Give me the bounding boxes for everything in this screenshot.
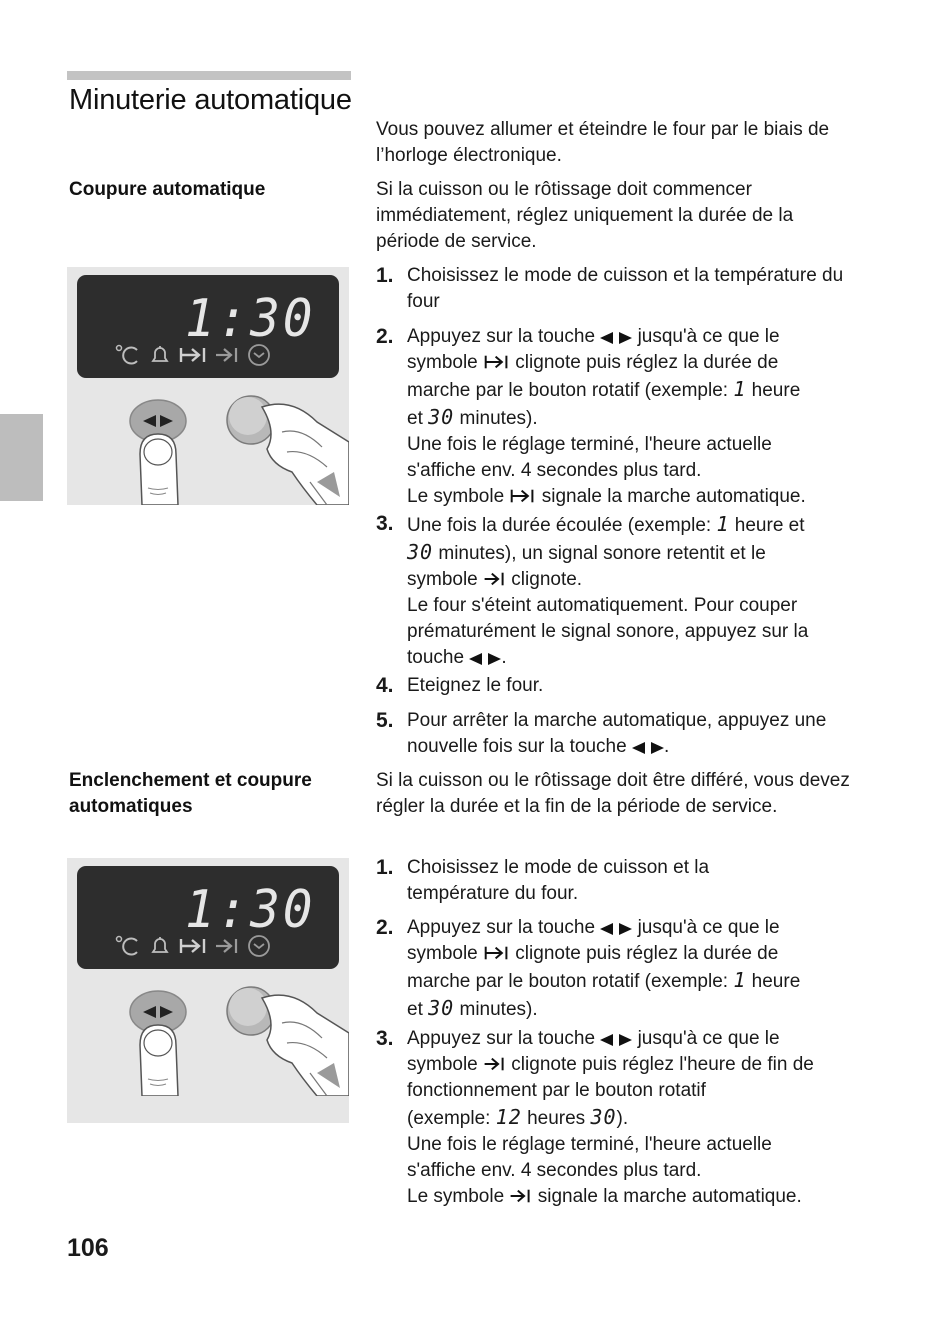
duration-icon bbox=[179, 935, 207, 957]
section2-control-panel-illustration bbox=[67, 858, 349, 1123]
s1-step-3: 3. Une fois la durée écoulée (exemple: 1 heure et 30 minutes), un signal sonore retentit et le symbole clignote. Le four s'éteint automatiquement. Pour couper prématurément le signal sonore, appuyez sur la touche . bbox=[376, 511, 876, 671]
s1-step-4: 4. Eteignez le four. bbox=[376, 674, 544, 697]
intro-paragraph: Vous pouvez allumer et éteindre le four par le biais de l’horloge électronique. bbox=[376, 119, 830, 166]
bell-icon bbox=[149, 344, 171, 366]
section2-heading: Enclenchement et coupure automatiques bbox=[69, 770, 312, 817]
lcd-display bbox=[77, 275, 339, 378]
header-rule bbox=[67, 71, 351, 80]
section1-intro: Si la cuisson ou le rôtissage doit commencer immédiatement, réglez uniquement la durée de la période de service. bbox=[376, 179, 794, 252]
end-time-icon bbox=[215, 344, 239, 366]
s1-step-2-text: 2. Appuyez sur la touche jusqu'à ce que le symbole clignote puis réglez la durée de marche par le bouton rotatif (exemple: 1 heure et 30 minutes). Une fois le réglage terminé, l'heure actuelle s'affiche env. 4 secondes plus tard. Le symbole signale la marche automatique. bbox=[376, 324, 876, 510]
select-key-icon bbox=[600, 1033, 632, 1047]
page-title: Minuterie automatique bbox=[69, 84, 352, 116]
duration-symbol-icon bbox=[509, 487, 536, 505]
select-button-with-finger[interactable] bbox=[122, 983, 202, 1096]
lcd-icon-row bbox=[115, 934, 271, 958]
select-key-icon bbox=[600, 331, 632, 345]
end-time-icon bbox=[215, 935, 239, 957]
rotary-knob-with-hand[interactable] bbox=[222, 978, 349, 1096]
duration-symbol-icon bbox=[483, 944, 510, 962]
celsius-icon bbox=[115, 344, 141, 366]
end-symbol-icon bbox=[483, 1055, 506, 1073]
s2-step-1: 1. Choisissez le mode de cuisson et la température du four. bbox=[376, 856, 710, 904]
lcd-display bbox=[77, 866, 339, 969]
s1-step-5: 5. Pour arrêter la marche automatique, appuyez une nouvelle fois sur la touche . bbox=[376, 709, 827, 757]
section1-heading: Coupure automatique bbox=[69, 179, 266, 200]
duration-icon bbox=[179, 344, 207, 366]
rotary-knob-with-hand[interactable] bbox=[222, 387, 349, 505]
clock-icon bbox=[247, 934, 271, 958]
end-symbol-icon bbox=[509, 1187, 532, 1205]
end-symbol-icon bbox=[483, 570, 506, 588]
celsius-icon bbox=[115, 935, 141, 957]
chapter-tab bbox=[0, 414, 43, 501]
select-button-with-finger[interactable] bbox=[122, 392, 202, 505]
clock-icon bbox=[247, 343, 271, 367]
s2-step-2: 2. Appuyez sur la touche jusqu'à ce que le symbole clignote puis réglez la durée de marche par le bouton rotatif (exemple: 1 heure et 30 minutes). bbox=[376, 916, 801, 1020]
bell-icon bbox=[149, 935, 171, 957]
select-key-icon bbox=[600, 922, 632, 936]
duration-symbol-icon bbox=[483, 353, 510, 371]
select-key-icon bbox=[632, 741, 664, 755]
s1-step-1: 1. Choisissez le mode de cuisson et la température du four bbox=[376, 264, 844, 312]
lcd-time-readout: 1:30 bbox=[185, 289, 316, 349]
section1-control-panel-illustration bbox=[67, 267, 349, 505]
page-number: 106 bbox=[67, 1234, 109, 1262]
s2-step-3: 3. Appuyez sur la touche jusqu'à ce que le symbole clignote puis réglez l'heure de fin de fonctionnement par le bouton rotatif (exemple: 12 heures 30). Une fois le réglage terminé, l'heure actuelle s'affiche env. 4 secondes plus tard. Le symbole signale la marche automatique. bbox=[376, 1027, 814, 1207]
lcd-icon-row bbox=[115, 343, 271, 367]
lcd-time-readout: 1:30 bbox=[185, 880, 316, 940]
section2-intro: Si la cuisson ou le rôtissage doit être différé, vous devez régler la durée et la fin de la période de service. bbox=[376, 770, 850, 817]
select-key-icon bbox=[469, 652, 501, 666]
